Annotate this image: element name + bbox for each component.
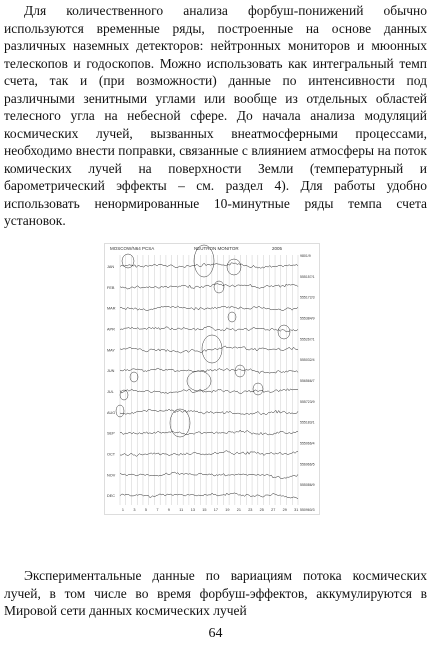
month-label: OCT (107, 452, 116, 457)
row-value-label: 555172/3 (300, 295, 315, 300)
row-value-label: 556566/7 (300, 379, 315, 383)
day-label: 5 (144, 508, 147, 512)
month-label: SEP (107, 431, 115, 436)
row-value-label: 556966/5 (300, 462, 315, 467)
figure-header-center: NEUTRON MONITOR (194, 246, 239, 251)
day-label: 11 (179, 508, 184, 512)
month-label: MAY (107, 348, 115, 353)
month-label: JUL (107, 389, 114, 394)
day-label: 13 (190, 508, 196, 512)
day-label: 15 (202, 508, 207, 512)
neutron-monitor-figure (104, 243, 320, 515)
row-value-label: 555267/1 (300, 337, 315, 342)
month-label: JUN (107, 369, 115, 374)
day-label: 9 (167, 508, 170, 512)
paragraph-intro (4, 2, 427, 230)
day-label: 21 (236, 508, 241, 512)
row-value-label: 550960/3 (300, 508, 315, 512)
day-label: 17 (213, 508, 218, 512)
month-label: MAR (107, 306, 116, 311)
figure-header-right: 2005 (272, 246, 283, 251)
day-label: 25 (259, 508, 264, 512)
row-value-label: 555183/1 (300, 420, 315, 425)
page-number: 64 (208, 626, 223, 641)
month-label: JAN (107, 264, 115, 269)
day-label: 19 (225, 508, 230, 512)
month-label: AUG (107, 410, 116, 415)
month-label: APR (107, 327, 115, 332)
month-label: FEB (107, 285, 115, 290)
row-value-label: 555723/9 (300, 399, 315, 404)
row-value-label: 555157/1 (300, 274, 315, 279)
row-value-label: 555066/4 (300, 441, 315, 446)
row-value-label: 555384/9 (300, 316, 315, 321)
day-label: 23 (248, 508, 253, 512)
month-label: NOV (107, 473, 116, 478)
row-value-label: 555032/4 (300, 358, 315, 363)
neutron-monitor-plot (104, 243, 320, 515)
figure-header-left: MOSCOW/N64 PCSA (110, 246, 155, 251)
day-label: 7 (156, 508, 159, 512)
month-label: DEC (107, 494, 116, 499)
day-label: 29 (282, 508, 287, 512)
paragraph-data (4, 567, 427, 620)
row-value-label: 9801/9 (300, 254, 311, 258)
day-label: 31 (294, 508, 299, 512)
paragraph-text: Для количественного анализа форбуш-понижений обычно используются временные ряды, построенные на основе данных различных наземных детекторов: нейтронных мониторов и мюонных телескопов и годоскопов. Можно использовать как интегральный темп счета, так и (при возможности) данные по интенсивности под различными зенитными углами или вообще из отдельных областей телесного угла на небесной сфере. До начала анализа модуляций космических лучей, вызванных внеатмосферными процессами, необходимо внести поправки, связанные с влиянием атмосферы на поток комических лучей на поверхности Земли (температурный и барометрический эффекты – см. раздел 4). Для работы удобно использовать ненормированные 10-минутные ряды темпа счета установок. (4, 3, 427, 228)
day-label: 1 (121, 508, 124, 512)
row-value-label: 555086/9 (300, 483, 315, 488)
day-label: 3 (133, 508, 136, 512)
day-label: 27 (271, 508, 276, 512)
paragraph-text-2: Экспериментальные данные по вариациям потока космических лучей, в том числе во время форбуш-эффектов, аккумулируются в Мировой сети данных космических лучей (4, 568, 427, 618)
